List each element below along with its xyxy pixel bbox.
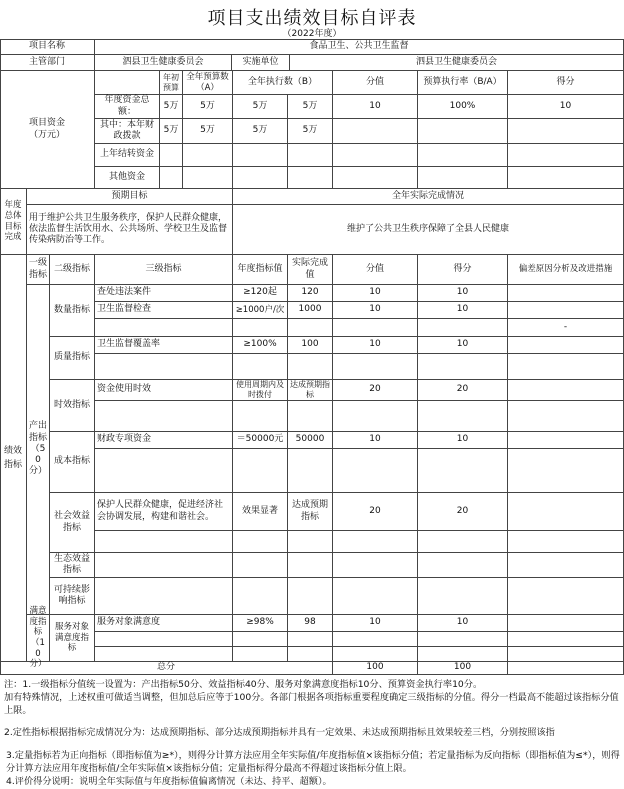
indicator-points: 20: [418, 380, 508, 401]
indicator-name: 查处违法案件: [95, 285, 233, 302]
funds-initial: 5万: [160, 119, 183, 144]
indicator-points: 10: [418, 337, 508, 354]
indicator-reason: [508, 432, 624, 449]
empty-cell: [508, 449, 624, 493]
indicator-points: 10: [418, 285, 508, 302]
empty-cell: [288, 449, 333, 493]
indicator-name: 保护人民群众健康，促进经济社会协调发展，构建和谐社会。: [95, 493, 233, 531]
empty-cell: [418, 553, 508, 578]
indicator-score: 10: [333, 432, 418, 449]
empty-cell: [95, 401, 233, 432]
project-name-label: 项目名称: [0, 39, 95, 55]
funds-label: 项目资金 （万元）: [0, 71, 95, 189]
empty-cell: [333, 647, 418, 662]
funds-points: [508, 144, 624, 167]
funds-header-blank: [95, 71, 160, 95]
indicator-name: 卫生监督检查: [95, 302, 233, 319]
empty-cell: [95, 632, 233, 647]
indicator-reason: [508, 337, 624, 354]
empty-cell: [288, 354, 333, 380]
funds-initial: [160, 167, 183, 189]
indicator-score: 20: [333, 493, 418, 531]
empty-cell: [508, 647, 624, 662]
funds-exec-2: 5万: [288, 95, 333, 119]
funds-rate: [418, 167, 508, 189]
note-3: 3.定量指标若为正向指标（即指标值为≥*），则得分计算方法应用全年实际值/年度指标值×该指标分值；若定量指标为反向指标（即指标值为≤*），则得分计算方法应用年度指标值/全年实际值×该指标分值；定量指标得分最高不得超过该指标分值上限。: [6, 750, 620, 774]
empty-cell: [508, 354, 624, 380]
funds-exec-2: [288, 167, 333, 189]
funds-score: [333, 167, 418, 189]
project-name-value: 食品卫生、公共卫生监督: [95, 39, 624, 55]
empty-cell: [233, 531, 288, 553]
empty-cell: [288, 401, 333, 432]
funds-full: [183, 167, 233, 189]
indicator-target: ＝50000元: [233, 432, 288, 449]
funds-row-label: 上年结转资金: [95, 144, 160, 167]
satisfaction-l1-label: 满意度指标（10分）: [27, 615, 50, 662]
funds-score: [333, 119, 418, 144]
funds-points: 10: [508, 95, 624, 119]
indicator-reason: [508, 380, 624, 401]
empty-cell: [288, 531, 333, 553]
total-reason: [508, 662, 624, 675]
empty-cell: [418, 578, 508, 615]
note-1: 注：1.一级指标分值统一设置为：产出指标50分、效益指标40分、服务对象满意度指标10分、预算资金执行率10分。: [4, 679, 483, 690]
indicator-points: 10: [418, 432, 508, 449]
empty-cell: [333, 553, 418, 578]
satisfaction-l2-label: 服务对象满意度指标: [50, 615, 95, 662]
indicator-target: 效果显著: [233, 493, 288, 531]
social-indicator-label: 社会效益指标: [50, 493, 95, 553]
funds-full: [183, 144, 233, 167]
funds-row-label: 其中：本年财政拨款: [95, 119, 160, 144]
indicator-target: [233, 319, 288, 337]
goal-header-actual: 全年实际完成情况: [233, 189, 624, 205]
indicator-name: 服务对象满意度: [95, 615, 233, 632]
funds-score: 10: [333, 95, 418, 119]
goal-header-expected: 预期目标: [27, 189, 233, 205]
indicator-reason: [508, 302, 624, 319]
funds-exec-2: 5万: [288, 119, 333, 144]
empty-cell: [333, 578, 418, 615]
empty-cell: [333, 354, 418, 380]
funds-rate: [418, 119, 508, 144]
eco-indicator-label: 生态效益指标: [50, 553, 95, 578]
empty-cell: [508, 632, 624, 647]
empty-cell: [95, 553, 233, 578]
empty-cell: [288, 647, 333, 662]
funds-exec-2: [288, 144, 333, 167]
indicator-reason: [508, 615, 624, 632]
perf-label: 绩效指标: [0, 255, 27, 662]
indicator-points: 10: [418, 615, 508, 632]
empty-cell: [233, 578, 288, 615]
indicator-score: 20: [333, 380, 418, 401]
empty-cell: [418, 449, 508, 493]
header-reason: 偏差原因分析及改进措施: [508, 255, 624, 285]
note-1-cont: 加有特殊情况，上述权重可做适当调整，但加总后应等于100分。各部门根据各项指标重要程度确定三级指标的分值。得分一档最高不能超过该指标分值上限。: [4, 692, 619, 716]
page-title: 项目支出绩效目标自评表: [207, 8, 417, 29]
indicator-actual: 达成预期指标: [288, 493, 333, 531]
indicator-points: 10: [418, 302, 508, 319]
indicator-points: [418, 319, 508, 337]
header-ind-points: 得分: [418, 255, 508, 285]
empty-cell: [333, 632, 418, 647]
header-target: 年度指标值: [233, 255, 288, 285]
header-initial-budget: 年初预算: [160, 71, 183, 95]
empty-cell: [95, 354, 233, 380]
quantity-indicator-label: 数量指标: [50, 285, 95, 337]
header-actual-value: 实际完成值: [288, 255, 333, 285]
funds-rate: [418, 144, 508, 167]
empty-cell: [288, 632, 333, 647]
quality-indicator-label: 质量指标: [50, 337, 95, 380]
empty-cell: [233, 647, 288, 662]
indicator-target: ≥100%: [233, 337, 288, 354]
empty-cell: [508, 578, 624, 615]
funds-initial: [160, 144, 183, 167]
header-points: 得分: [508, 71, 624, 95]
page-subtitle: （2022年度）: [282, 29, 342, 39]
empty-cell: [418, 354, 508, 380]
funds-score: [333, 144, 418, 167]
empty-cell: [95, 647, 233, 662]
funds-rate: 100%: [418, 95, 508, 119]
indicator-score: [333, 319, 418, 337]
header-rate: 预算执行率（B/A）: [418, 71, 508, 95]
empty-cell: [233, 632, 288, 647]
indicator-actual: 50000: [288, 432, 333, 449]
funds-full: 5万: [183, 119, 233, 144]
indicator-name: 财政专项资金: [95, 432, 233, 449]
indicator-actual: 达成预期指标: [288, 380, 333, 401]
indicator-actual: 1000: [288, 302, 333, 319]
dept-value: 泗县卫生健康委员会: [95, 55, 232, 71]
empty-cell: [233, 449, 288, 493]
time-indicator-label: 时效指标: [50, 380, 95, 432]
cost-indicator-label: 成本指标: [50, 432, 95, 493]
empty-cell: [288, 553, 333, 578]
header-full-year-budget: 全年预算数（A）: [183, 71, 233, 95]
indicator-actual: 100: [288, 337, 333, 354]
header-level1: 一级指标: [27, 255, 50, 285]
note-4: 4.评价得分说明：说明全年实际值与年度指标值偏离情况（未达、持平、超额）。: [6, 776, 332, 787]
goal-actual: 维护了公共卫生秩序保障了全县人民健康: [233, 205, 624, 255]
empty-cell: [333, 449, 418, 493]
indicator-target: ≥120起: [233, 285, 288, 302]
funds-row-label: 其他资金: [95, 167, 160, 189]
total-score: 100: [333, 662, 418, 675]
empty-cell: [95, 531, 233, 553]
funds-exec-1: 5万: [233, 119, 288, 144]
indicator-score: 10: [333, 615, 418, 632]
header-level2: 二级指标: [50, 255, 95, 285]
total-label: 总分: [0, 662, 333, 675]
empty-cell: [418, 647, 508, 662]
indicator-reason: -: [508, 319, 624, 337]
empty-cell: [233, 401, 288, 432]
empty-cell: [233, 354, 288, 380]
empty-cell: [233, 553, 288, 578]
indicator-target: ≥1000户/次: [233, 302, 288, 319]
empty-cell: [95, 449, 233, 493]
empty-cell: [508, 553, 624, 578]
indicator-points: 20: [418, 493, 508, 531]
total-points: 100: [418, 662, 508, 675]
funds-points: [508, 167, 624, 189]
goal-label: 年度总体目标完成: [0, 189, 27, 255]
funds-exec-1: 5万: [233, 95, 288, 119]
indicator-target: ≥98%: [233, 615, 288, 632]
empty-cell: [95, 578, 233, 615]
indicator-name: [95, 319, 233, 337]
sustain-indicator-label: 可持续影响指标: [50, 578, 95, 615]
header-ind-score: 分值: [333, 255, 418, 285]
note-2: 2.定性指标根据指标完成情况分为：达成预期指标、部分达成预期指标并具有一定效果、未达成预期指标且效果较差三档，分别按照该指: [4, 727, 555, 738]
empty-cell: [508, 401, 624, 432]
indicator-name: 卫生监督覆盖率: [95, 337, 233, 354]
indicator-name: 资金使用时效: [95, 380, 233, 401]
header-exec: 全年执行数（B）: [233, 71, 333, 95]
funds-exec-1: [233, 144, 288, 167]
indicator-reason: [508, 493, 624, 531]
indicator-score: 10: [333, 285, 418, 302]
indicator-reason: [508, 285, 624, 302]
impl-value: 泗县卫生健康委员会: [290, 55, 624, 71]
funds-full: 5万: [183, 95, 233, 119]
goal-expected: 用于维护公共卫生服务秩序，保护人民群众健康，依法监督生活饮用水、公共场所、学校卫生及监督传染病防治等工作。: [27, 205, 233, 255]
dept-label: 主管部门: [0, 55, 95, 71]
header-level3: 三级指标: [95, 255, 233, 285]
empty-cell: [288, 578, 333, 615]
output-indicator-label: 产出指标（50分）: [27, 285, 50, 615]
indicator-score: 10: [333, 337, 418, 354]
funds-exec-1: [233, 167, 288, 189]
indicator-actual: 98: [288, 615, 333, 632]
indicator-actual: 120: [288, 285, 333, 302]
empty-cell: [333, 401, 418, 432]
empty-cell: [418, 401, 508, 432]
empty-cell: [508, 531, 624, 553]
indicator-actual: [288, 319, 333, 337]
empty-cell: [418, 531, 508, 553]
funds-initial: 5万: [160, 95, 183, 119]
funds-points: [508, 119, 624, 144]
header-score: 分值: [333, 71, 418, 95]
indicator-score: 10: [333, 302, 418, 319]
funds-row-label: 年度资金总额：: [95, 95, 160, 119]
empty-cell: [418, 632, 508, 647]
empty-cell: [333, 531, 418, 553]
impl-label: 实施单位: [232, 55, 290, 71]
indicator-target: 使用周期内及时拨付: [233, 380, 288, 401]
